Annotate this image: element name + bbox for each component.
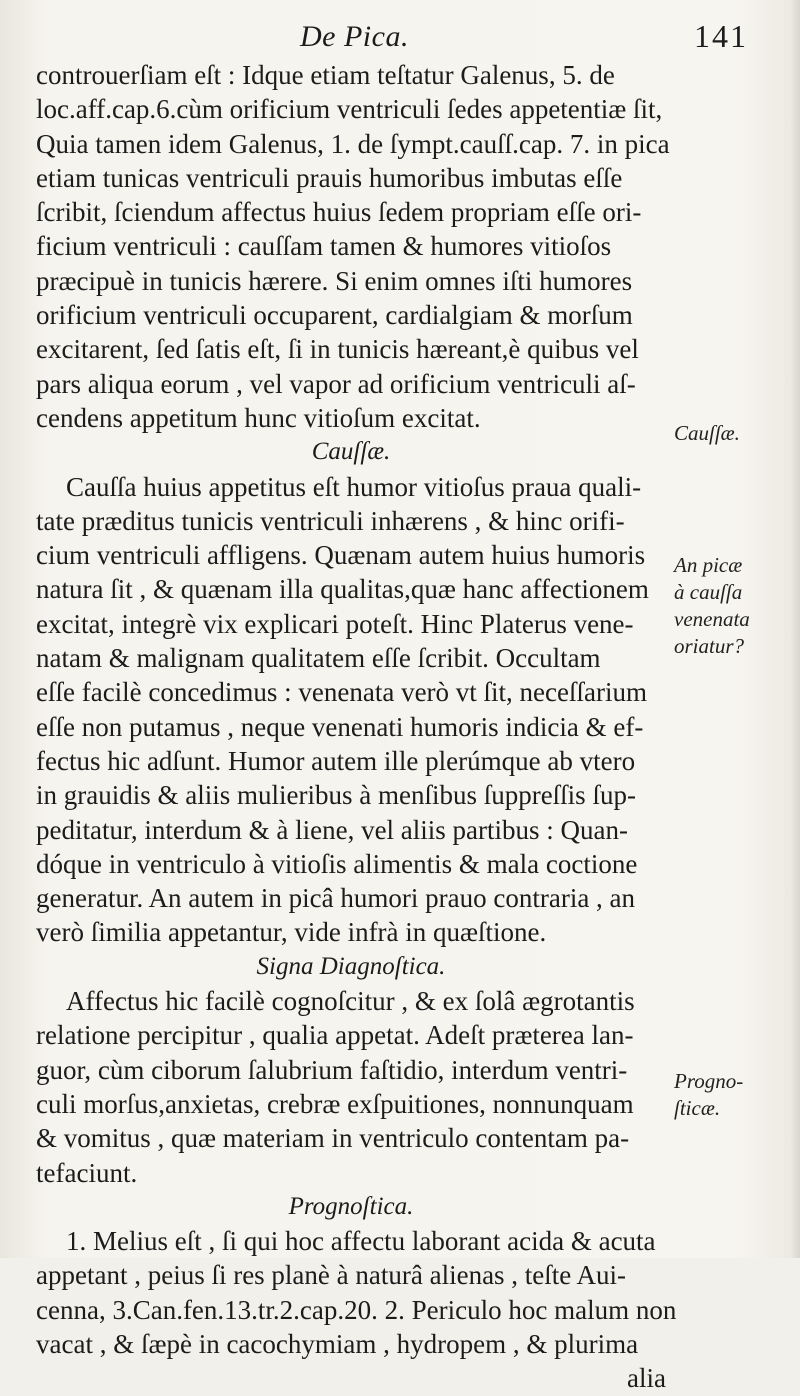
text-line: peditatur, interdum & à liene, vel aliis partibus : Quan- xyxy=(36,814,629,845)
margin-note-line: venenata xyxy=(674,607,750,631)
text-line: ficium ventriculi : cauſſam tamen & humores vitioſos xyxy=(36,231,612,262)
text-line: fectus hic adſunt. Humor autem ille plerúmque ab vtero xyxy=(36,745,636,776)
text-line: Affectus hic facilè cognoſcitur , & ex ſolâ ægrotantis xyxy=(66,986,635,1017)
text-line: Cauſſa huius appetitus eſt humor vitioſus praua quali- xyxy=(66,471,642,502)
margin-note-prognostica xyxy=(674,1068,794,1122)
text-line: natam & malignam qualitatem eſſe ſcribit. Occultam xyxy=(36,643,601,674)
text-line: tate præditus tunicis ventriculi inhærens , & hinc orifi- xyxy=(36,505,625,536)
text-line: excitarent, ſed ſatis eſt, ſi in tunicis hæreant,è quibus vel xyxy=(36,334,639,365)
margin-note-line: Cauſſæ. xyxy=(674,421,740,445)
text-line: natura ſit , & quænam illa qualitas,quæ hanc affectionem xyxy=(36,574,649,605)
text-line: loc.aff.cap.6.cùm orificium ventriculi ſedes appetentiæ ſit, xyxy=(36,94,663,125)
text-line: cenna, 3.Can.fen.13.tr.2.cap.20. 2. Periculo hoc malum non xyxy=(36,1294,677,1325)
text-line: excitat, integrè vix explicari poteſt. Hinc Platerus vene- xyxy=(36,608,634,639)
text-line: culi morſus,anxietas, crebræ exſpuitiones, nonnunquam xyxy=(36,1088,634,1119)
text-line: guor, cùm ciborum ſalubrium faſtidio, interdum ventri- xyxy=(36,1054,628,1085)
margin-note-line: Progno- xyxy=(674,1069,744,1093)
text-line: eſſe non putamus , neque venenati humoris indicia & ef- xyxy=(36,711,644,742)
page-number: 141 xyxy=(694,18,748,54)
text-line: controuerſiam eſt : Idque etiam teſtatur Galenus, 5. de xyxy=(36,60,615,90)
text-line: verò ſimilia appetantur, vide infrà in quæſtione. xyxy=(36,917,547,948)
margin-note-line: ſticæ. xyxy=(674,1096,721,1120)
text-line: orificium ventriculi occuparent, cardialgiam & morſum xyxy=(36,300,633,331)
margin-note-line: à cauſſa xyxy=(674,580,743,604)
section-heading-causae: Cauſſæ. xyxy=(311,438,391,466)
text-line: etiam tunicas ventriculi prauis humoribus imbutas eſſe xyxy=(36,162,623,193)
text-line: 1. Melius eſt , ſi qui hoc affectu laborant acida & acuta xyxy=(66,1226,656,1257)
catchword: alia xyxy=(627,1363,666,1394)
section-heading-signa: Signa Diagnoſtica. xyxy=(256,952,446,980)
text-line: cium ventriculi affligens. Quænam autem huius humoris xyxy=(36,540,646,571)
running-head xyxy=(0,14,800,54)
text-line: pars aliqua eorum , vel vapor ad orificium ventriculi aſ- xyxy=(36,368,636,399)
text-line: in grauidis & aliis mulieribus à menſibus ſuppreſſis ſup- xyxy=(36,780,636,811)
text-line: appetant , peius ſi res planè à naturâ alienas , teſte Aui- xyxy=(36,1260,627,1291)
margin-note-an-pica xyxy=(674,552,794,660)
margin-note-line: oriatur? xyxy=(674,634,745,658)
text-line: relatione percipitur , qualia appetat. Adeſt præterea lan- xyxy=(36,1020,634,1051)
text-line: vacat , & ſæpè in cacochymiam , hydropem , & plurima xyxy=(36,1328,639,1359)
running-title: De Pica. xyxy=(300,20,409,53)
main-text-column xyxy=(36,58,677,1396)
text-line: Quia tamen idem Galenus, 1. de ſympt.cauſſ.cap. 7. in pica xyxy=(36,128,670,159)
text-line: tefaciunt. xyxy=(36,1157,138,1188)
text-line: ſcribit, ſciendum affectus huius ſedem propriam eſſe ori- xyxy=(36,197,642,228)
text-line: præcipuè in tunicis hærere. Si enim omnes iſti humores xyxy=(36,265,633,296)
text-line: dóque in ventriculo à vitioſis alimentis & mala coctione xyxy=(36,848,638,879)
text-line: generatur. An autem in picâ humori prauo contraria , an xyxy=(36,883,636,914)
margin-note-line: An picæ xyxy=(674,553,743,577)
text-line: eſſe facilè concedimus : venenata verò vt ſit, neceſſarium xyxy=(36,677,647,708)
margin-note-causae xyxy=(674,420,794,447)
text-line: cendens appetitum hunc vitioſum excitat. xyxy=(36,402,481,433)
section-heading-prognostica: Prognoſtica. xyxy=(288,1192,414,1220)
text-line: & vomitus , quæ materiam in ventriculo contentam pa- xyxy=(36,1123,630,1154)
